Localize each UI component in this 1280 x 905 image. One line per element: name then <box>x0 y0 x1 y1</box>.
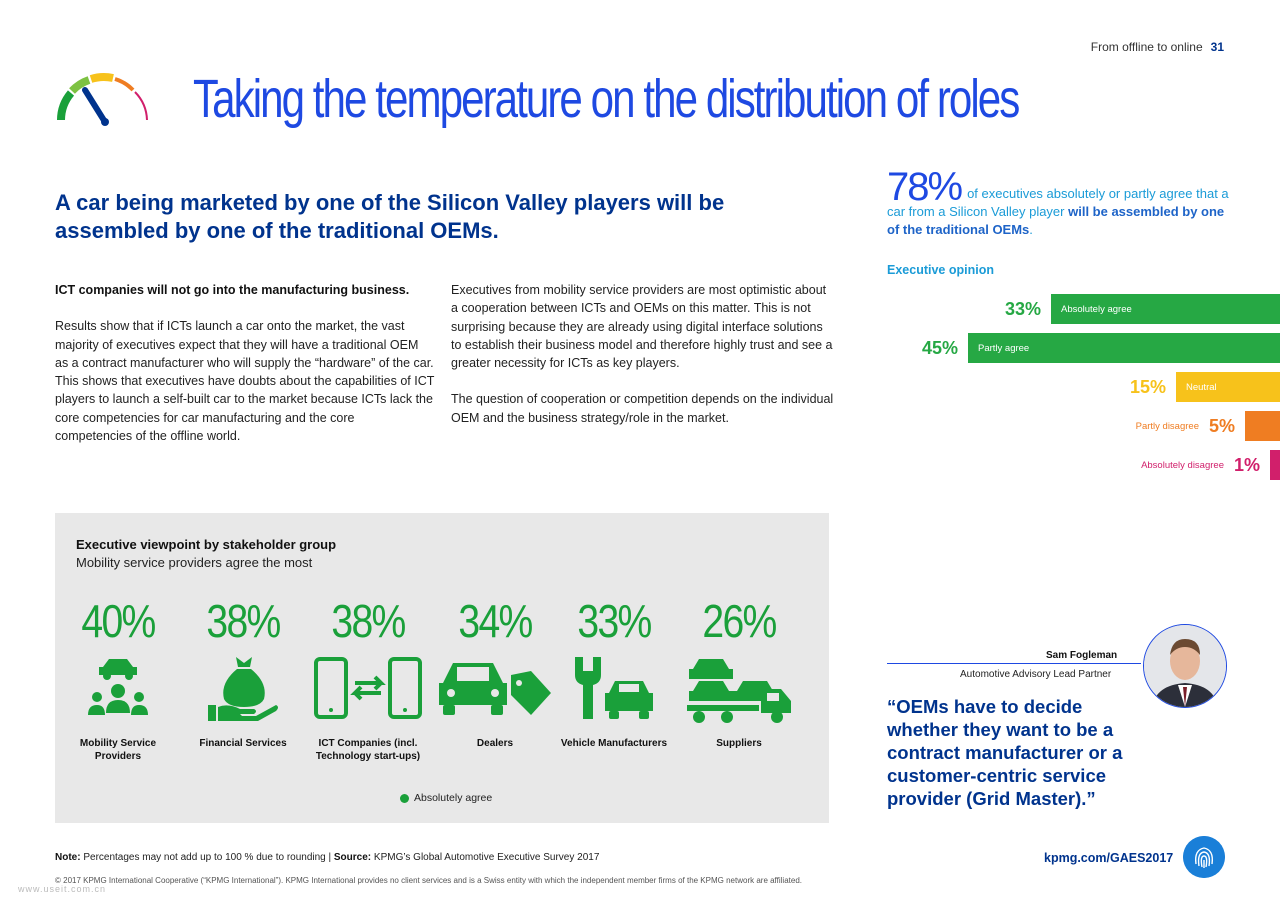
key-stat-end: . <box>1029 222 1033 237</box>
legend-label: Absolutely agree <box>414 792 493 804</box>
phones-exchange-icon <box>313 653 423 723</box>
chart-bar <box>1176 372 1280 402</box>
lead-paragraph: ICT companies will not go into the manufacturing business. <box>55 283 410 297</box>
page-number: 31 <box>1210 40 1224 54</box>
stakeholder-pct: 40% <box>81 595 155 647</box>
chart-category-label: Absolutely disagree <box>1141 459 1224 471</box>
people-car-icon <box>63 653 173 723</box>
key-stat-value: 78% <box>887 165 962 209</box>
author-photo <box>1143 624 1227 708</box>
kpmg-link[interactable]: kpmg.com/GAES2017 <box>1044 851 1174 865</box>
stakeholder-pct: 38% <box>206 595 280 647</box>
car-transporter-icon <box>684 653 794 723</box>
chart-bar-row <box>1141 450 1280 480</box>
body-column-right <box>451 281 836 445</box>
headline: A car being marketed by one of the Silicon Valley players will be assembled by one of the traditional OEMs. <box>55 190 725 243</box>
watermark: www.useit.com.cn <box>18 884 107 894</box>
chart-bar-row <box>1130 372 1280 402</box>
chart-bar <box>968 333 1280 363</box>
stakeholder-label: Financial Services <box>199 738 287 749</box>
stakeholder-group <box>63 593 173 763</box>
section-name: From offline to online <box>1090 40 1203 54</box>
paragraph: Results show that if ICTs launch a car onto the market, the vast majority of executives expect that they will have a traditional OEM as a contract manufacturer who will supply the “hardware” of the car. This shows that executives have doubts about the capabilities of ICT players to launch a self-built car to the market because ICTs lack the core competencies for car manufacturing and the core competencies of the offline world. <box>55 319 435 444</box>
stakeholder-label: Dealers <box>476 738 514 749</box>
key-stat-emphasis: will be assembled by one of the traditional OEMs <box>887 204 1225 237</box>
stakeholder-label: ICT Companies (incl. Technology start-ups) <box>315 738 421 762</box>
chart-bar-row <box>922 333 1280 363</box>
stakeholder-group <box>684 593 794 750</box>
legend-dot <box>400 794 409 803</box>
stakeholder-pct: 26% <box>702 595 776 647</box>
running-head <box>1091 40 1224 54</box>
chart-bar <box>1245 411 1280 441</box>
source-label: Source: <box>333 852 372 863</box>
panel-subtitle: Mobility service providers agree the most <box>76 555 313 570</box>
stakeholder-group <box>559 593 669 750</box>
chart-value-label: 33% <box>1004 298 1041 319</box>
money-bag-hand-icon <box>188 653 298 723</box>
chart-category-label: Neutral <box>1186 381 1217 393</box>
source-text: KPMG’s Global Automotive Executive Survey 2017 <box>371 852 600 863</box>
fingerprint-icon <box>1183 836 1225 878</box>
stakeholder-pct: 33% <box>577 595 651 647</box>
stakeholder-label: Suppliers <box>716 738 762 749</box>
chart-value-label: 5% <box>1208 415 1235 436</box>
chart-bar-row <box>1136 411 1280 441</box>
paragraph: Executives from mobility service providers are most optimistic about a cooperation between ICTs and OEMs on this matter. This is not surprising because they are already using digital interface solutions to establish their business model and therefore highly trust and see a greater necessity for ICTs as key players. <box>451 283 833 371</box>
chart-bar-row <box>1005 294 1280 324</box>
stakeholder-group <box>435 593 555 750</box>
quote-rule <box>887 663 1141 664</box>
panel-title: Executive viewpoint by stakeholder group <box>76 537 337 552</box>
chart-bar <box>1270 450 1280 480</box>
quote-author-role: Automotive Advisory Lead Partner <box>960 669 1112 680</box>
note-label: Note: <box>55 852 81 863</box>
chart-bar <box>1051 294 1280 324</box>
stakeholder-pct: 34% <box>458 595 532 647</box>
stakeholder-group <box>313 593 423 763</box>
copyright: © 2017 KPMG International Cooperative (“KPMG International”). KPMG International provides no client services and is a Swiss entity with which the independent member firms of the KPMG network are affiliated. <box>55 876 802 885</box>
chart-value-label: 15% <box>1129 376 1166 397</box>
temperature-gauge-icon <box>55 70 151 126</box>
note-text: Percentages may not add up to 100 % due to rounding | <box>80 852 334 863</box>
stakeholder-label: Vehicle Manufacturers <box>560 738 668 749</box>
stakeholder-panel <box>55 513 829 823</box>
chart-value-label: 45% <box>921 337 958 358</box>
pull-quote: “OEMs have to decide whether they want to be a contract manufacturer or a customer-centric service provider (Grid Master).” <box>887 696 1123 809</box>
chart-value-label: 1% <box>1233 454 1260 475</box>
key-stat <box>887 165 1232 239</box>
panel-legend <box>400 792 492 804</box>
stakeholder-pct: 38% <box>331 595 405 647</box>
chart-category-label: Partly disagree <box>1135 420 1199 432</box>
chart-category-label: Absolutely agree <box>1061 303 1132 315</box>
footnote <box>55 852 599 863</box>
body-column-left <box>55 281 435 463</box>
chart-title: Executive opinion <box>887 263 994 277</box>
stakeholder-group <box>188 593 298 750</box>
page-title: Taking the temperature on the distribution of roles <box>193 69 1019 129</box>
paragraph: The question of cooperation or competition depends on the individual OEM and the business strategy/role in the market. <box>451 392 834 425</box>
chart-category-label: Partly agree <box>978 342 1030 354</box>
quote-author-name: Sam Fogleman <box>1046 650 1118 661</box>
wrench-car-icon <box>559 653 669 723</box>
stakeholder-label: Mobility Service Providers <box>79 738 157 762</box>
car-price-tag-icon <box>435 653 555 723</box>
key-stat-text: of executives absolutely or partly agree that a car from a Silicon Valley player <box>887 186 1229 219</box>
